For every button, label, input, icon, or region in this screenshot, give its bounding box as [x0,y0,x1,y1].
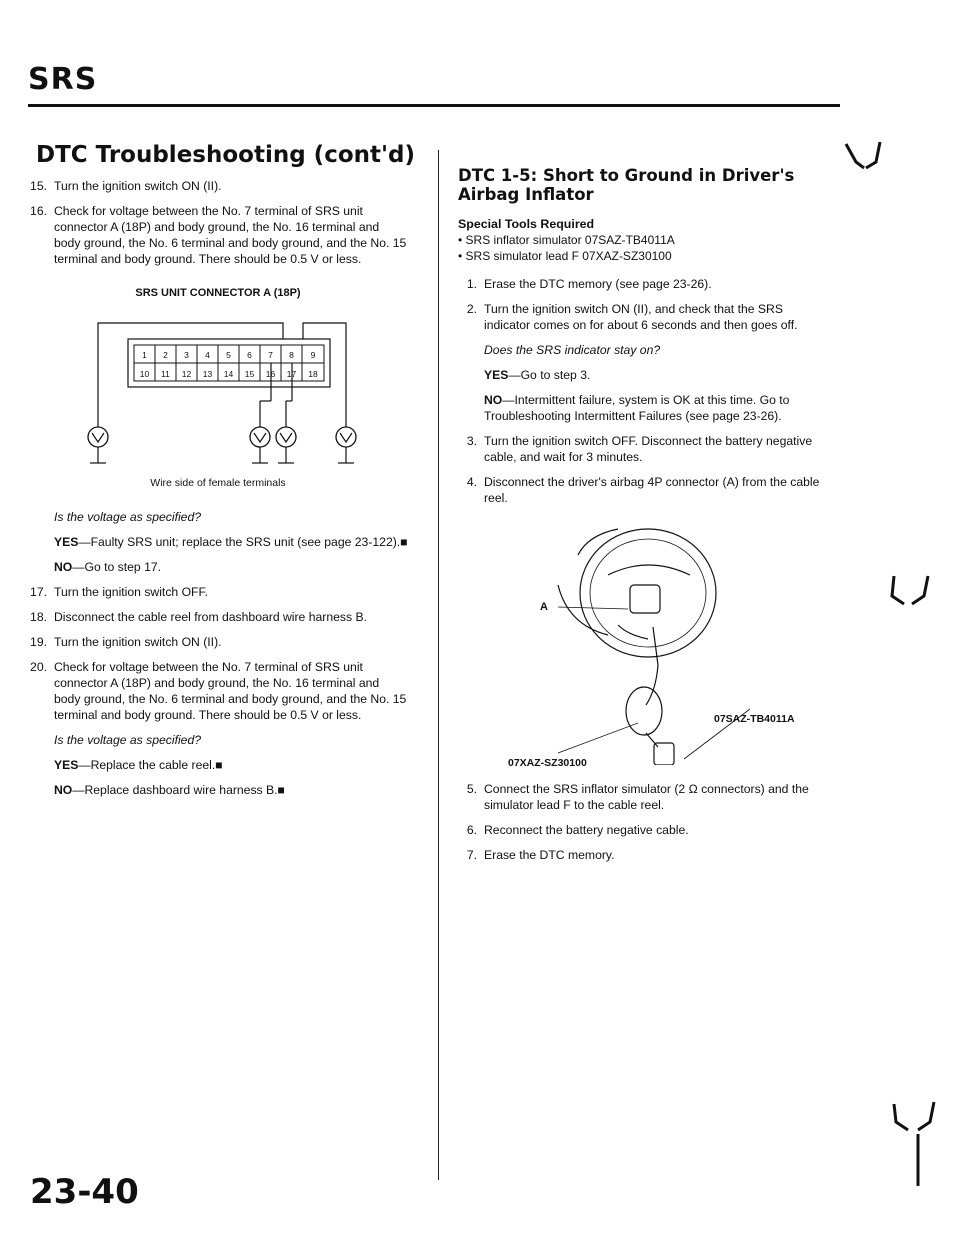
step-7: 7. Erase the DTC memory. [466,848,615,862]
connector-diagram [28,309,408,499]
step-18: 18. Disconnect the cable reel from dashboard wire harness B. [30,610,367,624]
pin-label: 4 [205,350,210,360]
pin-label: 2 [163,350,168,360]
question-indicator: Does the SRS indicator stay on? [484,343,661,357]
step-19: 19. Turn the ignition switch ON (II). [30,635,222,649]
callout-tool-2: 07XAZ-SZ30100 [508,757,587,769]
pin-label: 1 [142,350,147,360]
callout-tool-1: 07SAZ-TB4011A [714,713,795,725]
margin-mark-icon [886,570,932,610]
step-2: 2. Turn the ignition switch ON (II), and check that the SRS indicator comes on for about 6 seconds and then goes off. [466,302,798,332]
margin-mark-icon [888,1100,940,1190]
step-15: 15. Turn the ignition switch ON (II). [30,179,222,193]
pin-row-2 [134,366,324,382]
tool-item: • SRS inflator simulator 07SAZ-TB4011A [458,232,830,248]
dtc-title: DTC 1-5: Short to Ground in Driver's Airbag Inflator [458,166,795,204]
pin-label: 14 [223,369,234,379]
question-2: Is the voltage as specified? [54,733,202,747]
question-1: Is the voltage as specified? [54,510,202,524]
steering-wheel-drawing [458,515,830,765]
answer-no: NO—Intermittent failure, system is OK at this time. Go to Troubleshooting Intermittent Failures (see page 23-26). [484,393,790,423]
pin-label: 11 [161,369,170,379]
pin-label: 5 [226,350,231,360]
page-title: DTC Troubleshooting (cont'd) [36,142,416,168]
step-4: 4. Disconnect the driver's airbag 4P connector (A) from the cable reel. [466,475,820,505]
callout-a: A [540,601,548,613]
answer-yes: YES—Go to step 3. [484,368,591,382]
right-column [458,166,830,872]
answer-no-2: NO—Replace dashboard wire harness B.■ [54,783,285,797]
pin-label: 7 [268,350,273,360]
pin-label: 15 [244,369,255,379]
pin-label: 8 [289,350,294,360]
step-16: 16. Check for voltage between the No. 7 terminal of SRS unit connector A (18P) and body ground, the No. 16 terminal and body ground, the No. 6 terminal and body ground, and the No. 15 terminal and body ground. There should be 0.5 V or less. [30,204,407,266]
pin-label: 13 [202,369,213,379]
pin-label: 10 [139,369,150,379]
pin-row-1 [134,347,324,363]
margin-mark-icon [842,140,882,174]
pin-label: 17 [286,369,297,379]
tool-item: • SRS simulator lead F 07XAZ-SZ30100 [458,248,830,264]
step-6: 6. Reconnect the battery negative cable. [466,823,689,837]
step-17: 17. Turn the ignition switch OFF. [30,585,208,599]
pin-label: 3 [184,350,189,360]
pin-label: 9 [310,350,316,360]
step-20: 20. Check for voltage between the No. 7 terminal of SRS unit connector A (18P) and body ground, the No. 16 terminal and body ground, the No. 6 terminal and body ground, and the No. 15 terminal and body ground. There should be 0.5 V or less. [30,660,407,722]
column-divider [438,150,439,1180]
pin-label: 6 [247,350,252,360]
pin-label: 12 [181,369,192,379]
answer-no-1: NO—Go to step 17. [54,560,162,574]
step-5: 5. Connect the SRS inflator simulator (2 Ω connectors) and the simulator lead F to the cable reel. [466,782,809,812]
section-label: SRS [28,62,98,97]
connector-title: SRS UNIT CONNECTOR A (18P) [135,287,301,299]
step-3: 3. Turn the ignition switch OFF. Disconnect the battery negative cable, and wait for 3 minutes. [466,434,813,464]
tools-heading: Special Tools Required [458,217,595,231]
answer-yes-1: YES—Faulty SRS unit; replace the SRS unit (see page 23-122).■ [54,535,408,549]
diagram-caption: Wire side of female terminals [150,477,286,489]
step-1: 1. Erase the DTC memory (see page 23-26). [466,277,712,291]
airbag-illustration [458,515,830,769]
pin-label: 18 [308,369,318,379]
left-column [28,178,408,807]
answer-yes-2: YES—Replace the cable reel.■ [54,758,223,772]
header-rule [28,104,840,107]
connector-drawing [28,309,408,489]
pin-label: 16 [265,369,276,379]
page-number: 23-40 [30,1172,139,1212]
